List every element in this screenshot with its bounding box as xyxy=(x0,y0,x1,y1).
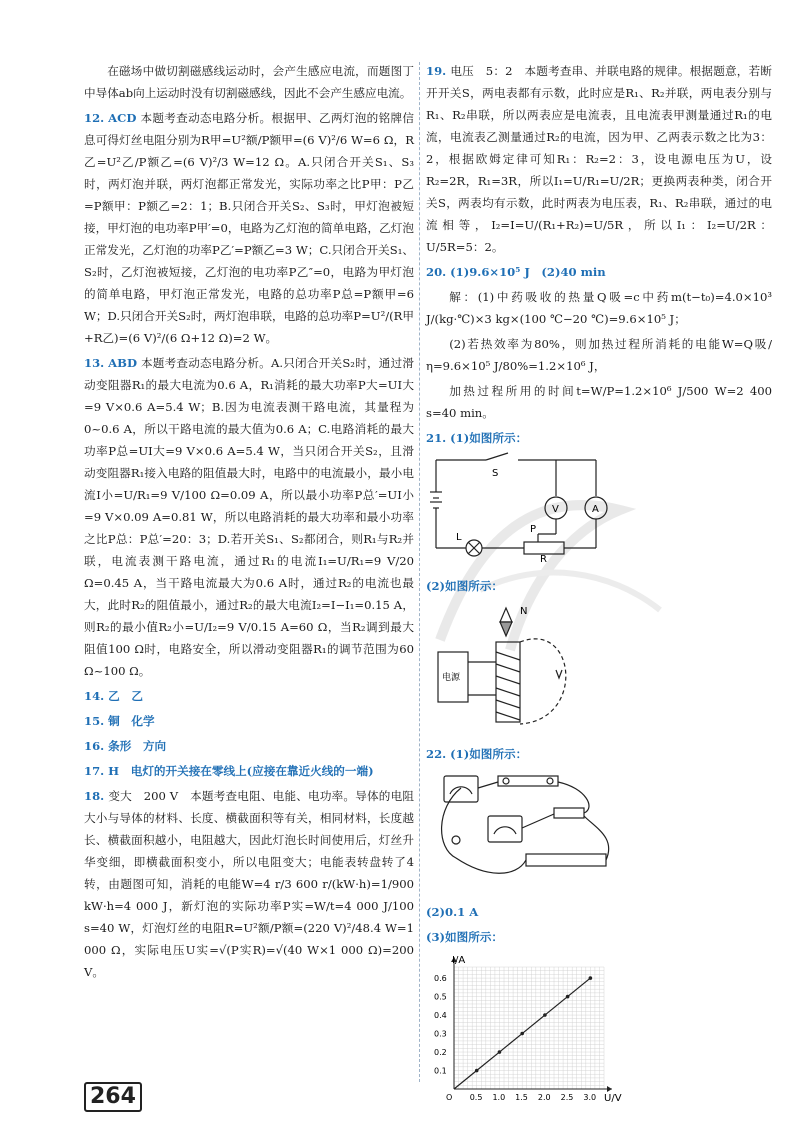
y-tick-label: 0.6 xyxy=(434,974,447,984)
q17-answer: H 电灯的开关接在零线上(应接在靠近火线的一端) xyxy=(108,764,374,778)
q12-answer: ACD xyxy=(108,111,137,125)
q21 xyxy=(426,427,772,449)
q18 xyxy=(84,785,414,983)
q20-step2: (2)若热效率为80%，则加热过程所消耗的电能W=Q吸/η=9.6×10⁵ J/80%=1.2×10⁶ J， xyxy=(426,337,772,373)
data-point xyxy=(498,1050,502,1054)
y-tick-label: 0.4 xyxy=(434,1011,447,1021)
x-tick-label: 2.0 xyxy=(537,1093,551,1102)
q19-explanation: 电压 5：2 本题考查串、并联电路的规律。根据题意，若断开开关S，两电表都有示数，此时应是R₁、R₂并联，两电表分别与R₁、R₂串联，所以两表应是电流表，且电流表甲测量通过R₁的电流，电流表乙测量通过R₂的电流，因为甲、乙两表示数之比为3：2，根据欧姆定律可知R₁：R₂=2：3，设电源电压为U，设R₂=2R，R₁=3R，所以I₁=U/R₁=U/2R；更换两表种类，闭合开关S，两表均有示数，此时两表为电压表，R₁、R₂串联，通过的电流相等，I₂=I=U/(R₁+R₂)=U/5R，所以I₁：I₂=U/2R：U/5R=5：2。 xyxy=(426,64,772,254)
q13-answer: ABD xyxy=(108,356,138,370)
q16 xyxy=(84,735,414,757)
data-point xyxy=(543,1013,547,1017)
q13-explanation: 本题考查动态电路分析。A.只闭合开关S₂时，通过滑动变阻器R₁的最大电流为0.6 A，R₁消耗的最大功率P大=UI大=9 V×0.6 A=5.4 W；B.因为电流表测干路电流，其量程为0~0.6 A，所以干路电流的最大值为0.6 A；C.电路消耗的最大功率P总=UI大=9 V×0.6 A=5.4 W，当只闭合开关S₂，且滑动变阻器R₁接入电路的阻值最大时，电路中的电流最小，最小电流I小=U/R₁=9 V/100 Ω=0.09 A，所以最小功率P总′=UI小=9 V×0.09 A=0.81 W，所以电路消耗的最大功率和最小功率之比P总：P总′=20：3；D.若开关S₁、S₂都闭合，则R₁与R₂并联，电流表测干路电流，通过R₁的电流I₁=U/R₁=9 V/20 Ω=0.45 A，当干路电流最大为0.6 A时，通过R₂的电流也最大，此时R₂的阻值最小，通过R₂的最大电流I₂=I−I₁=0.15 A，则R₂的最小值R₂小=U/I₂=9 V/0.15 A=60 Ω，当R₂调到最大阻值100 Ω时，电路安全，所以滑动变阻器R₁的调节范围为60 Ω~100 Ω。 xyxy=(84,356,415,678)
q13 xyxy=(84,352,414,682)
q22-part2 xyxy=(426,901,772,923)
x-tick-label: 0.5 xyxy=(469,1093,483,1102)
q22-part3-label: (3)如图所示： xyxy=(426,930,504,944)
q14 xyxy=(84,685,414,707)
q20 xyxy=(426,261,772,283)
q15 xyxy=(84,710,414,732)
q11-tail: 在磁场中做切割磁感线运动时，会产生感应电流，而题图丁中导体ab向上运动时没有切割磁感线，因此不会产生感应电流。 xyxy=(84,64,414,100)
y-tick-label: 0.5 xyxy=(434,992,447,1002)
data-point xyxy=(589,976,593,980)
q12-number: 12. xyxy=(84,111,105,125)
q17 xyxy=(84,760,414,782)
q18-number: 18. xyxy=(84,789,105,803)
q12 xyxy=(84,107,414,349)
voltmeter-label: V xyxy=(552,504,559,515)
q20-step3: 加热过程所用的时间t=W/P=1.2×10⁶ J/500 W=2 400 s=40 min。 xyxy=(426,384,772,420)
q20-answer: (1)9.6×10⁵ J (2)40 min xyxy=(450,265,606,279)
q22-part1: (1)如图所示： xyxy=(450,747,528,761)
solenoid-diagram xyxy=(426,600,772,737)
q12-explanation: 本题考查动态电路分析。根据甲、乙两灯泡的铭牌信息可得灯丝电阻分别为R甲=U²额/P额甲=(6 V)²/6 W=6 Ω，R乙=U²乙/P额乙=(6 V)²/3 W=12 Ω。A.只闭合开关S₁、S₃时，两灯泡并联，两灯泡都正常发光，实际功率之比P甲：P乙=P额甲：P额乙=2：1；B.只闭合开关S₂、S₃时，甲灯泡被短接，甲灯泡的电功率P甲′=0，电路为乙灯泡的简单电路，乙灯泡正常发光，乙灯泡的功率P乙′=P额乙=3 W；C.只闭合开关S₁、S₂时，乙灯泡被短接，乙灯泡的电功率P乙″=0，电路为甲灯泡的简单电路，甲灯泡正常发光，电路的总功率P总=P额甲=6 W；D.只闭合开关S₂时，两灯泡串联，电路的总功率P=U²/(R甲+R乙)=(6 V)²/(6 Ω+12 Ω)=2 W。 xyxy=(84,111,414,345)
left-column xyxy=(84,60,414,986)
q13-number: 13. xyxy=(84,356,105,370)
page-number: 264 xyxy=(84,1082,142,1112)
y-tick-label: 0.1 xyxy=(434,1066,447,1076)
q22-part2-answer: (2)0.1 A xyxy=(426,905,479,919)
circuit-svg xyxy=(426,452,626,562)
data-point xyxy=(566,995,570,999)
slider-label: P xyxy=(530,524,537,535)
q18-explanation: 变大 200 V 本题考查电阻、电能、电功率。导体的电阻大小与导体的材料、长度、横截面积等有关，相同材料，长度越长、横截面积越小，电阻越大，因此灯泡长时间使用后，灯丝升华变细，即横截面积变小，所以电阻变大；电能表转盘转了4转，由题图可知，消耗的电能W=4 r/3 600 r/(kW·h)=1/900 kW·h=4 000 J，新灯泡的实际功率P实=W/t=4 000 J/100 s=40 W，灯泡灯丝的电阻R=U²额/P额=(220 V)²/48.4 W=1 000 Ω，实际电压U实=√(P实R)=√(40 W×1 000 Ω)=200 V。 xyxy=(84,789,414,979)
q20-step1: 解：(1)中药吸收的热量Q吸=c中药m(t−t₀)=4.0×10³ J/(kg·℃)×3 kg×(100 ℃−20 ℃)=9.6×10⁵ J； xyxy=(426,290,772,326)
experiment-diagram xyxy=(426,768,772,895)
iu-graph-svg xyxy=(426,951,626,1111)
ammeter-label: A xyxy=(592,504,599,515)
q15-number: 15. xyxy=(84,714,105,728)
y-tick-label: 0.2 xyxy=(434,1048,447,1058)
q17-number: 17. xyxy=(84,764,105,778)
origin-label: O xyxy=(446,1093,453,1102)
compass-north-label: N xyxy=(520,606,528,617)
q22-number: 22. xyxy=(426,747,447,761)
q19-number: 19. xyxy=(426,64,447,78)
q14-number: 14. xyxy=(84,689,105,703)
y-axis-label: I/A xyxy=(452,955,466,966)
switch-label: S xyxy=(492,468,499,479)
q16-answer: 条形 方向 xyxy=(108,739,167,753)
rheostat-label: R xyxy=(540,554,547,562)
right-column xyxy=(426,60,772,1124)
q16-number: 16. xyxy=(84,739,105,753)
data-point xyxy=(475,1069,479,1073)
q14-answer: 乙 乙 xyxy=(108,689,143,703)
iu-graph xyxy=(426,951,772,1118)
q22-part3 xyxy=(426,926,772,948)
q21-part1: (1)如图所示： xyxy=(450,431,528,445)
x-tick-label: 3.0 xyxy=(583,1093,597,1102)
y-tick-label: 0.3 xyxy=(434,1029,447,1039)
q21-number: 21. xyxy=(426,431,447,445)
x-axis-label: U/V xyxy=(604,1093,622,1104)
data-point xyxy=(520,1032,524,1036)
q20-number: 20. xyxy=(426,265,447,279)
q15-answer: 铜 化学 xyxy=(108,714,155,728)
experiment-svg xyxy=(426,768,626,888)
q21-part2-label: (2)如图所示： xyxy=(426,579,504,593)
circuit-diagram xyxy=(426,452,772,569)
q22 xyxy=(426,743,772,765)
lamp-label: L xyxy=(456,532,462,543)
x-tick-label: 2.5 xyxy=(560,1093,574,1102)
power-source-label: 电源 xyxy=(442,673,461,683)
x-tick-label: 1.0 xyxy=(492,1093,506,1102)
x-axis-arrow xyxy=(607,1086,612,1092)
q19 xyxy=(426,60,772,258)
x-tick-label: 1.5 xyxy=(515,1093,528,1102)
q21-part2 xyxy=(426,575,772,597)
solenoid-svg xyxy=(426,600,626,730)
